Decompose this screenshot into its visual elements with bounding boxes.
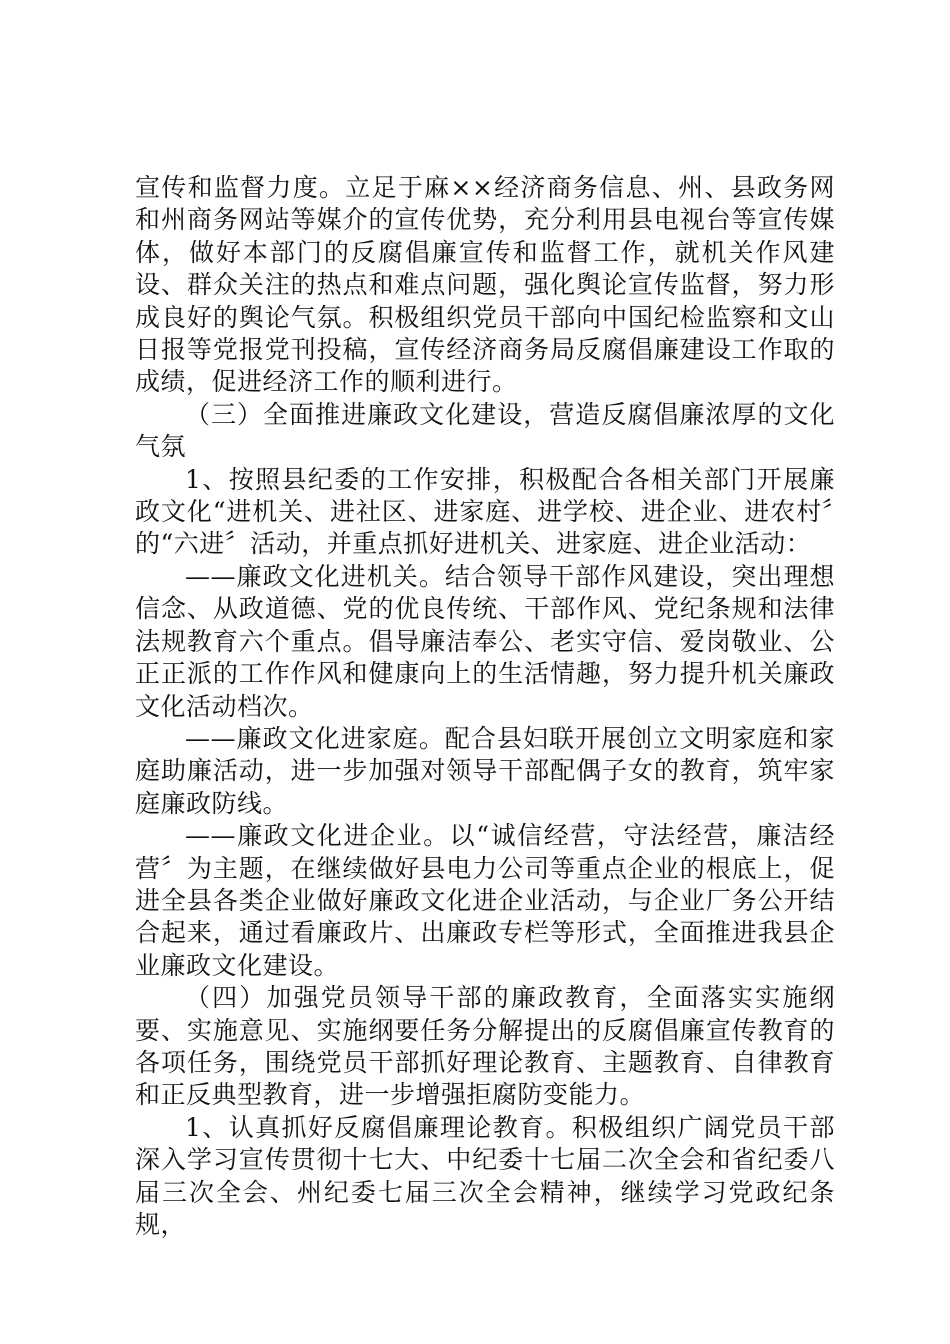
section-heading-4: （四）加强党员领导干部的廉政教育，全面落实实施纲要、实施意见、实施纲要任务分解提出的反腐倡廉宣传教育的各项任务，围绕党员干部抓好理论教育、主题教育、自律教育和正反典型教育，进一步增强拒腐防变能力。 (135, 983, 835, 1110)
paragraph-culture-into-families: ——廉政文化进家庭。配合县妇联开展创立文明家庭和家庭助廉活动，进一步加强对领导干部配偶子女的教育，筑牢家庭廉政防线。 (135, 723, 835, 818)
document-body (135, 172, 835, 1241)
paragraph-six-into-activities: 1、按照县纪委的工作安排，积极配合各相关部门开展廉政文化“进机关、进社区、进家庭、进学校、进企业、进农村〞的“六进〞活动，并重点抓好进机关、进家庭、进企业活动： (135, 464, 835, 559)
paragraph-culture-into-organs: ——廉政文化进机关。结合领导干部作风建设，突出理想信念、从政道德、党的优良传统、干部作风、党纪条规和法律法规教育六个重点。倡导廉洁奉公、老实守信、爱岗敬业、公正正派的工作作风和健康向上的生活情趣，努力提升机关廉政文化活动档次。 (135, 561, 835, 721)
section-heading-3: （三）全面推进廉政文化建设，营造反腐倡廉浓厚的文化气氛 (135, 399, 835, 462)
paragraph-theory-education: 1、认真抓好反腐倡廉理论教育。积极组织广阔党员干部深入学习宣传贯彻十七大、中纪委十七届二次全会和省纪委八届三次全会、州纪委七届三次全会精神，继续学习党政纪条规， (135, 1112, 835, 1239)
paragraph-culture-into-enterprises: ——廉政文化进企业。以“诚信经营，守法经营，廉洁经营〞为主题，在继续做好县电力公司等重点企业的根底上，促进全县各类企业做好廉政文化进企业活动，与企业厂务公开结合起来，通过看廉政片、出廉政专栏等形式，全面推进我县企业廉政文化建设。 (135, 821, 835, 980)
paragraph-publicity-supervision: 宣传和监督力度。立足于麻××经济商务信息、州、县政务网和州商务网站等媒介的宣传优势，充分利用县电视台等宣传媒体，做好本部门的反腐倡廉宣传和监督工作，就机关作风建设、群众关注的热点和难点问题，强化舆论宣传监督，努力形成良好的舆论气氛。积极组织党员干部向中国纪检监察和文山日报等党报党刊投稿，宣传经济商务局反腐倡廉建设工作取的成绩，促进经济工作的顺利进行。 (135, 173, 835, 397)
